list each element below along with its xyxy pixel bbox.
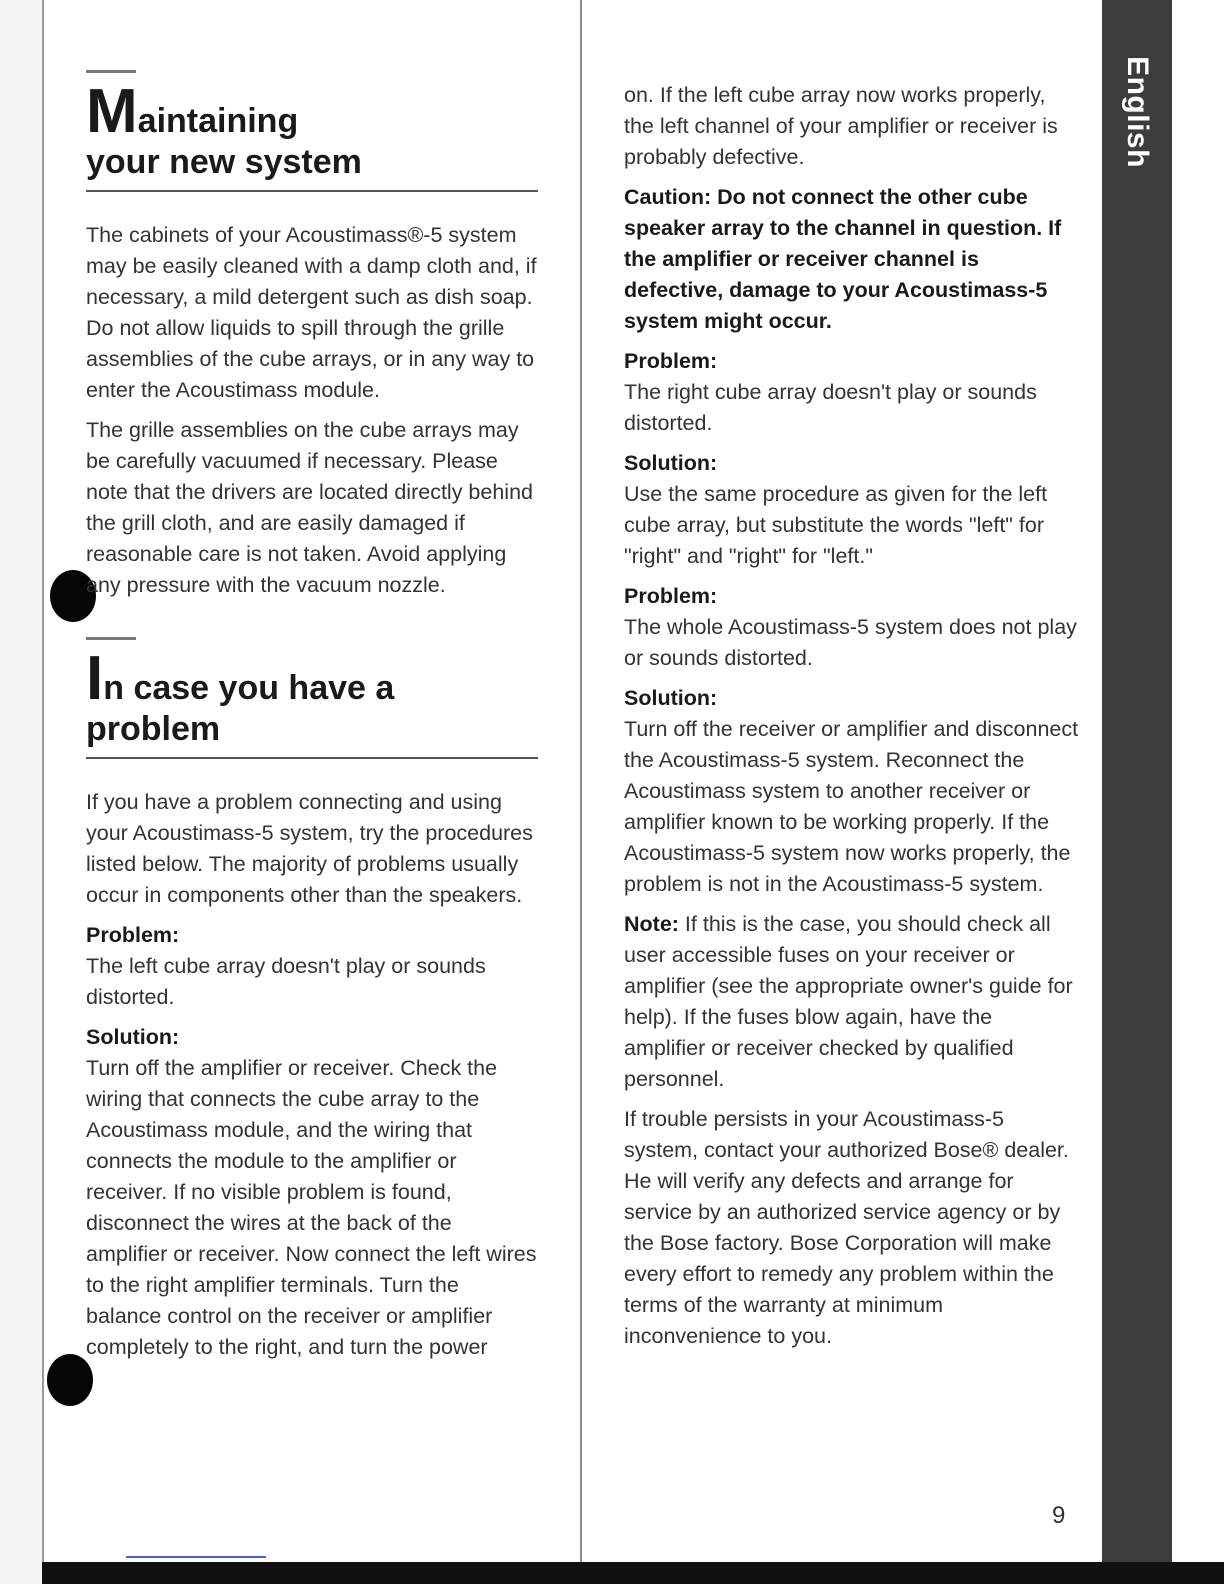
heading-rule-bottom bbox=[86, 757, 538, 759]
right-column bbox=[624, 80, 1079, 1352]
solution-label: Solution: bbox=[624, 451, 718, 475]
heading-rule-top bbox=[86, 637, 136, 640]
problem-label: Problem: bbox=[86, 923, 180, 948]
scan-left-edge bbox=[0, 0, 44, 1584]
page-gutter bbox=[580, 0, 582, 1562]
solution-text: Turn off the amplifier or receiver. Check the wiring that connects the cube array to the Acoustimass module, and the wiring that connects the module to the amplifier or receiver. If no visible problem is found, disconnect the wires at the back of the amplifier or receiver. Now connect the left wires to the right amplifier terminals. Turn the balance control on the receiver or amplifier completely to the right, and turn the power bbox=[86, 1056, 537, 1360]
problem-text: The whole Acoustimass-5 system does not play or sounds distorted. bbox=[624, 615, 1077, 670]
problem-text: The right cube array doesn't play or sounds distorted. bbox=[624, 380, 1037, 435]
problem-label: Problem: bbox=[624, 584, 718, 608]
caution-text: Caution: Do not connect the other cube speaker array to the channel in question. If the amplifier or receiver channel is defective, damage to your Acoustimass-5 system might occur. bbox=[624, 185, 1062, 333]
language-tab bbox=[1102, 0, 1172, 1562]
solution-label: Solution: bbox=[624, 686, 718, 710]
note-paragraph bbox=[624, 909, 1079, 1095]
heading-rest: n case you have a bbox=[103, 669, 395, 708]
maintaining-paragraph-2: The grille assemblies on the cube arrays may be carefully vacuumed if necessary. Please note that the drivers are located directly behind the grill cloth, and are easily damaged if reasonable care is not taken. Avoid applying any pressure with the vacuum nozzle. bbox=[86, 418, 533, 598]
heading-initial: M bbox=[86, 77, 138, 146]
scan-bottom-edge bbox=[42, 1562, 1224, 1584]
problem-heading bbox=[86, 644, 538, 749]
problem-label: Problem: bbox=[624, 349, 718, 373]
heading-line2: your new system bbox=[86, 143, 362, 181]
problem-intro: If you have a problem connecting and using your Acoustimass-5 system, try the procedures listed below. The majority of problems usually occur in components other than the speakers. bbox=[86, 790, 533, 908]
heading-rule-top bbox=[86, 70, 136, 73]
continuation-text: on. If the left cube array now works properly, the left channel of your amplifier or receiver is probably defective. bbox=[624, 83, 1058, 169]
solution-label: Solution: bbox=[86, 1025, 180, 1050]
heading-rule-bottom bbox=[86, 190, 538, 192]
note-text: If this is the case, you should check all user accessible fuses on your receiver or amplifier (see the appropriate owner's guide for help). If the fuses blow again, have the amplifier or receiver checked by qualified personnel. bbox=[624, 912, 1073, 1091]
language-tab-label: English bbox=[1121, 56, 1154, 168]
heading-line2: problem bbox=[86, 710, 221, 749]
solution-text: Turn off the receiver or amplifier and disconnect the Acoustimass-5 system. Reconnect the Acoustimass system to another receiver or amplifier known to be working properly. If the Acoustimass-5 system now works properly, the problem is not in the Acoustimass-5 system. bbox=[624, 717, 1079, 896]
heading-initial: I bbox=[86, 644, 104, 714]
maintaining-heading bbox=[86, 77, 538, 182]
maintaining-paragraph-1: The cabinets of your Acoustimass®-5 system may be easily cleaned with a damp cloth and, if necessary, a mild detergent such as dish soap. Do not allow liquids to spill through the grille assemblies of the cube arrays, or in any way to enter the Acoustimass module. bbox=[86, 223, 537, 403]
heading-rest: aintaining bbox=[137, 102, 299, 140]
bottom-accent-line bbox=[126, 1556, 266, 1558]
solution-text: Use the same procedure as given for the left cube array, but substitute the words "left" for "right" and "right" for "left." bbox=[624, 482, 1048, 568]
page-number: 9 bbox=[1052, 1502, 1066, 1529]
problem-text: The left cube array doesn't play or sounds distorted. bbox=[86, 954, 486, 1010]
closing-paragraph: If trouble persists in your Acoustimass-5 system, contact your authorized Bose® dealer. He will verify any defects and arrange for service by an authorized service agency or by the Bose factory. Bose Corporation will make every effort to remedy any problem within the terms of the warranty at minimum inconvenience to you. bbox=[624, 1107, 1069, 1348]
note-label: Note: bbox=[624, 912, 679, 936]
left-column bbox=[86, 70, 538, 1363]
